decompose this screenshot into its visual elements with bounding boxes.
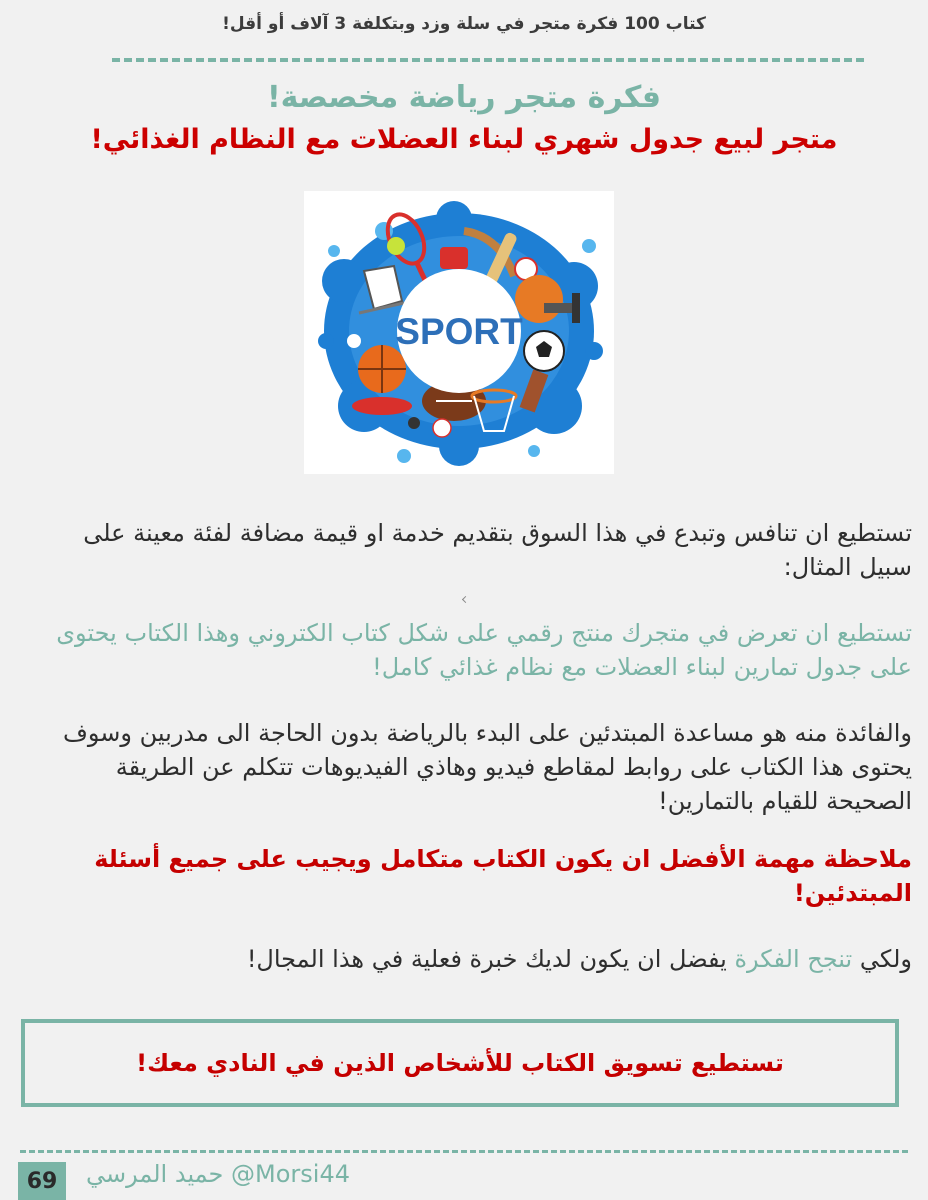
note-paragraph: ملاحظة مهمة الأفضل ان يكون الكتاب متكامل ويجيب على جميع أسئلة المبتدئين! (94, 845, 912, 907)
example-paragraph: تستطيع ان تعرض في متجرك منتج رقمي على شكل كتاب الكتروني وهذا الكتاب يحتوى على جدول تمارين لبناء العضلات مع نظام غذائي كامل! (56, 619, 912, 681)
idea-title: فكرة متجر رياضة مخصصة! (266, 80, 662, 115)
callout-text: تستطيع تسويق الكتاب للأشخاص الذين في النادي معك! (136, 1049, 784, 1077)
stray-mark (462, 596, 469, 603)
sport-illustration (304, 191, 614, 474)
callout-box (21, 1019, 899, 1107)
book-title-header: كتاب 100 فكرة متجر في سلة وزد وبتكلفة 3 آلاف أو أقل! (222, 14, 706, 34)
footer-divider (20, 1150, 908, 1153)
success-highlight: تنجح الفكرة (734, 945, 853, 973)
success-prefix: ولكي (852, 945, 912, 973)
success-rest: يفضل ان يكون لديك خبرة فعلية في هذا المجال! (246, 945, 735, 973)
sports-equipment-icon (304, 191, 614, 474)
page-number: 69 (18, 1162, 66, 1200)
success-paragraph (26, 942, 912, 976)
intro-paragraph: تستطيع ان تنافس وتبدع في هذا السوق بتقديم خدمة او قيمة مضافة لفئة معينة على سبيل المثال: (83, 519, 912, 581)
sport-label: SPORT (395, 311, 523, 352)
benefit-paragraph: والفائدة منه هو مساعدة المبتدئين على البدء بالرياضة بدون الحاجة الى مدربين وسوف يحتوى هذا الكتاب على روابط لمقاطع فيديو وهاذي الفيديوهات تتكلم عن الطريقة الصحيحة للقيام بالتمارين! (63, 719, 912, 815)
header-divider (112, 58, 864, 62)
author-handle: حميد المرسي @Morsi44 (86, 1160, 350, 1188)
idea-subtitle: متجر لبيع جدول شهري لبناء العضلات مع النظام الغذائي! (90, 124, 838, 155)
